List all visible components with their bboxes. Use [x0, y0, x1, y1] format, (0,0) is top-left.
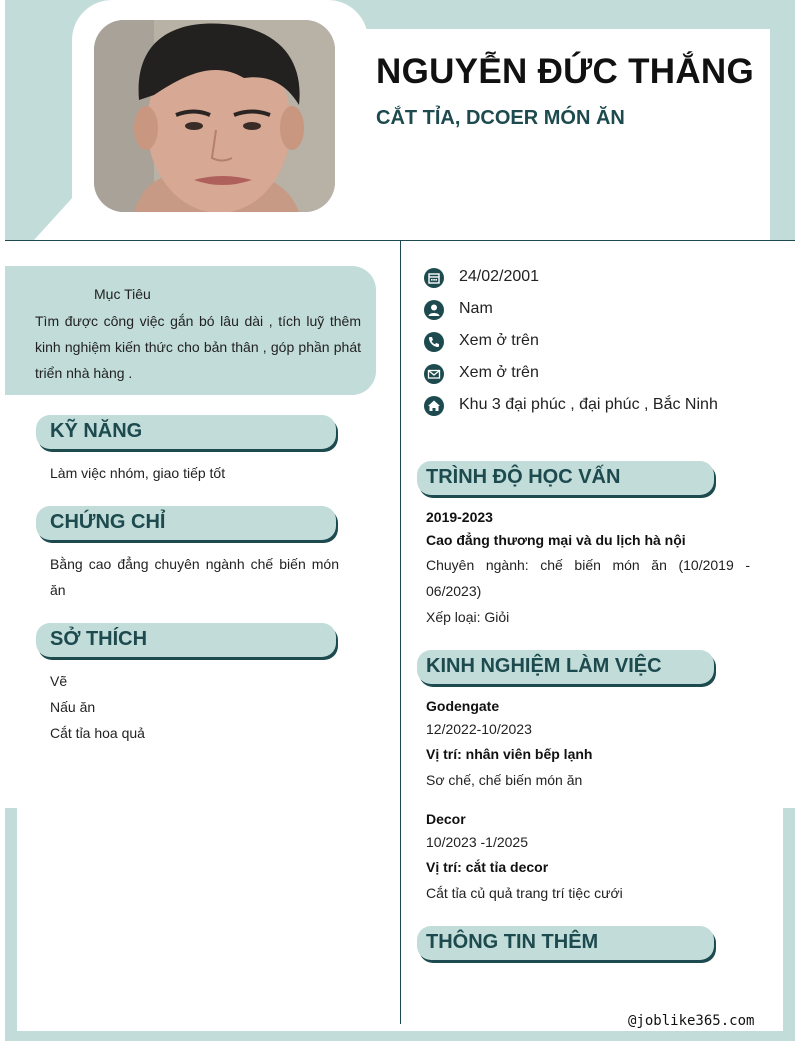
education-header	[417, 461, 714, 495]
job-description: Cắt tỉa củ quả trang trí tiệc cưới	[426, 885, 623, 901]
calendar-icon	[424, 268, 444, 288]
job-company: Decor	[426, 811, 466, 827]
header-corner	[34, 196, 74, 240]
email-text: Xem ở trên	[459, 364, 539, 381]
address-text: Khu 3 đại phúc , đại phúc , Bắc Ninh	[459, 396, 718, 413]
frame-left	[5, 808, 17, 1041]
job-description: Sơ chế, chế biến món ăn	[426, 772, 583, 788]
watermark: @joblike365.com	[628, 1013, 755, 1029]
home-icon	[424, 396, 444, 416]
frame-bottom	[5, 1031, 795, 1041]
hobby-item: Vẽ	[50, 673, 68, 689]
job-company: Godengate	[426, 698, 500, 714]
experience-title: KINH NGHIỆM LÀM VIỆC	[426, 655, 662, 677]
job-position: Vị trí: cắt tỉa decor	[426, 859, 549, 875]
objective-text: Tìm được công việc gắn bó lâu dài , tích luỹ thêm kinh nghiệm kiến thức cho bản thân , góp phần phát triển nhà hàng .	[35, 313, 361, 381]
hobby-item: Nấu ăn	[50, 699, 96, 715]
phone-icon	[424, 332, 444, 352]
contact-email	[424, 363, 539, 385]
hobbies-title: SỞ THÍCH	[50, 628, 148, 650]
phone-text: Xem ở trên	[459, 332, 539, 349]
job-period: 10/2023 -1/2025	[426, 834, 528, 850]
skills-header	[36, 415, 336, 449]
job-title: CẮT TỈA, DCOER MÓN ĂN	[376, 107, 625, 129]
birthday-text: 24/02/2001	[459, 268, 540, 285]
additional-header	[417, 926, 714, 960]
contact-address	[424, 395, 718, 417]
additional-title: THÔNG TIN THÊM	[426, 931, 599, 953]
education-grade: Xếp loại: Giỏi	[426, 609, 510, 625]
mail-icon	[424, 364, 444, 384]
contact-birthday	[424, 267, 540, 289]
experience-header	[417, 650, 714, 684]
contact-gender	[424, 299, 493, 321]
objective-title: Mục Tiêu	[94, 286, 151, 302]
user-icon	[424, 300, 444, 320]
contact-phone	[424, 331, 539, 353]
skills-title: KỸ NĂNG	[50, 420, 143, 442]
education-school: Cao đẳng thương mại và du lịch hà nội	[426, 532, 686, 548]
certificates-title: CHỨNG CHỈ	[50, 511, 166, 533]
candidate-name: NGUYỄN ĐỨC THẮNG	[376, 52, 755, 91]
column-divider	[400, 241, 401, 1024]
frame-right	[783, 808, 795, 1041]
hobby-item: Cắt tỉa hoa quả	[50, 725, 145, 741]
gender-text: Nam	[459, 300, 493, 317]
profile-photo	[94, 20, 335, 212]
job-period: 12/2022-10/2023	[426, 721, 532, 737]
skills-text: Làm việc nhóm, giao tiếp tốt	[50, 465, 226, 481]
job-position: Vị trí: nhân viên bếp lạnh	[426, 746, 593, 762]
education-title: TRÌNH ĐỘ HỌC VẤN	[426, 466, 621, 488]
certificates-text: Bằng cao đẳng chuyên ngành chế biến món ăn	[50, 556, 339, 598]
education-period: 2019-2023	[426, 509, 493, 525]
certificates-header	[36, 506, 336, 540]
hobbies-header	[36, 623, 336, 657]
education-major: Chuyên ngành: chế biến món ăn (10/2019 - 06/2023)	[426, 557, 750, 599]
